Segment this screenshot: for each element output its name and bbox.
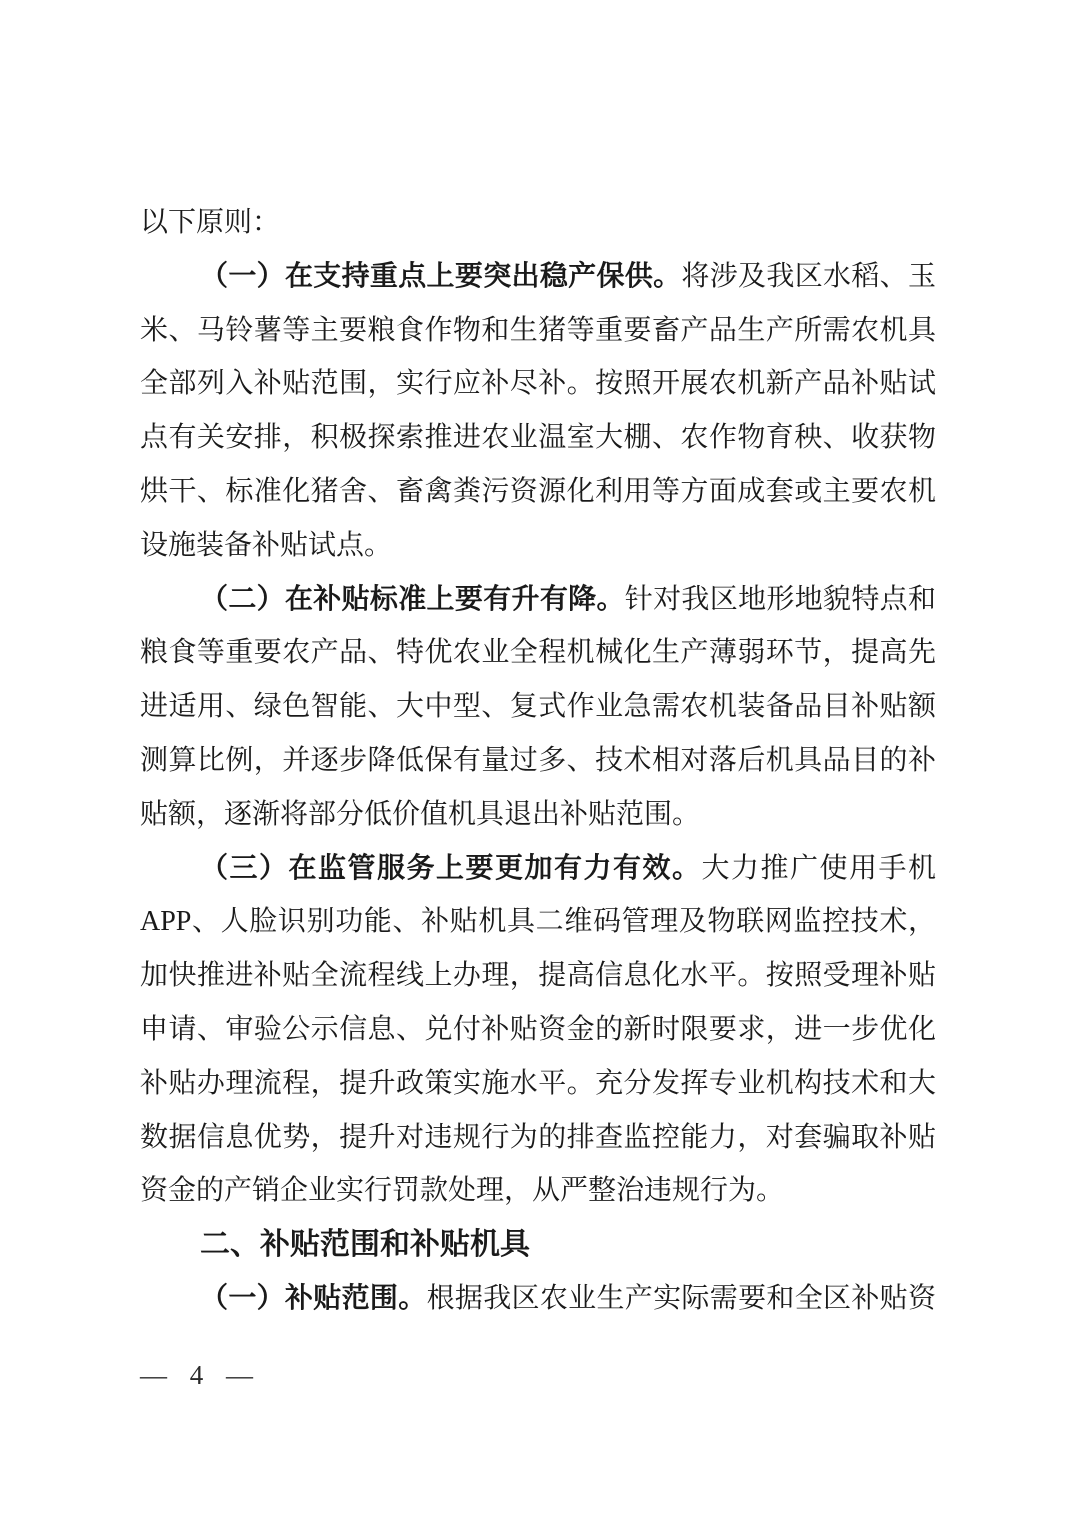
text-line xyxy=(140,1111,936,1165)
text-line xyxy=(140,1164,936,1218)
emphasis-text: （三）在监管服务上要更加有力有效。 xyxy=(200,852,702,884)
text-line xyxy=(140,411,936,465)
body-text: 加快推进补贴全流程线上办理，提高信息化水平。按照受理补贴 xyxy=(140,960,936,992)
body-text: 贴额，逐渐将部分低价值机具退出补贴范围。 xyxy=(140,798,701,830)
text-line xyxy=(140,519,936,573)
text-line xyxy=(140,626,936,680)
text-line xyxy=(140,304,936,358)
text-line xyxy=(140,573,936,627)
text-line xyxy=(140,357,936,411)
text-line xyxy=(140,465,936,519)
emphasis-text: （一）补贴范围。 xyxy=(200,1282,427,1314)
body-text: 粮食等重要农产品、特优农业全程机械化生产薄弱环节，提高先 xyxy=(140,637,936,669)
text-line xyxy=(140,680,936,734)
text-line xyxy=(140,734,936,788)
body-text: 针对我区地形地貌特点和 xyxy=(624,583,936,615)
body-text: 测算比例，并逐步降低保有量过多、技术相对落后机具品目的补 xyxy=(140,744,936,776)
page-number: — 4 — xyxy=(140,1360,261,1390)
body-text: 点有关安排，积极探索推进农业温室大棚、农作物育秧、收获物 xyxy=(140,422,936,454)
body-text: 全部列入补贴范围，实行应补尽补。按照开展农机新产品补贴试 xyxy=(140,368,936,400)
emphasis-text: 二、补贴范围和补贴机具 xyxy=(200,1228,530,1262)
text-line xyxy=(140,250,936,304)
text-line xyxy=(140,788,936,842)
text-line xyxy=(140,1272,936,1326)
body-text: 数据信息优势，提升对违规行为的排查监控能力，对套骗取补贴 xyxy=(140,1121,936,1153)
body-text: 烘干、标准化猪舍、畜禽粪污资源化利用等方面成套或主要农机 xyxy=(140,475,936,507)
text-line xyxy=(140,949,936,1003)
text-line xyxy=(140,196,936,250)
text-line xyxy=(140,842,936,896)
emphasis-text: （一）在支持重点上要突出稳产保供。 xyxy=(200,260,682,292)
document-body xyxy=(140,196,936,1326)
body-text: 根据我区农业生产实际需要和全区补贴资 xyxy=(426,1282,936,1314)
emphasis-text: （二）在补贴标准上要有升有降。 xyxy=(200,583,625,615)
body-text: 米、马铃薯等主要粮食作物和生猪等重要畜产品生产所需农机具 xyxy=(140,314,936,346)
text-line xyxy=(140,1057,936,1111)
body-text: 设施装备补贴试点。 xyxy=(140,529,393,561)
body-text: APP、人脸识别功能、补贴机具二维码管理及物联网监控技术， xyxy=(140,906,936,938)
body-text: 申请、审验公示信息、兑付补贴资金的新时限要求，进一步优化 xyxy=(140,1013,936,1045)
page-footer xyxy=(140,1360,261,1391)
body-text: 进适用、绿色智能、大中型、复式作业急需农机装备品目补贴额 xyxy=(140,691,936,723)
body-text: 资金的产销企业实行罚款处理，从严整治违规行为。 xyxy=(140,1175,785,1207)
section-heading xyxy=(140,1218,936,1272)
body-text: 将涉及我区水稻、玉 xyxy=(681,260,936,292)
body-text: 大力推广使用手机 xyxy=(701,852,936,884)
body-text: 补贴办理流程，提升政策实施水平。充分发挥专业机构技术和大 xyxy=(140,1067,936,1099)
body-text: 以下原则： xyxy=(140,207,281,238)
text-line xyxy=(140,895,936,949)
text-line xyxy=(140,1003,936,1057)
